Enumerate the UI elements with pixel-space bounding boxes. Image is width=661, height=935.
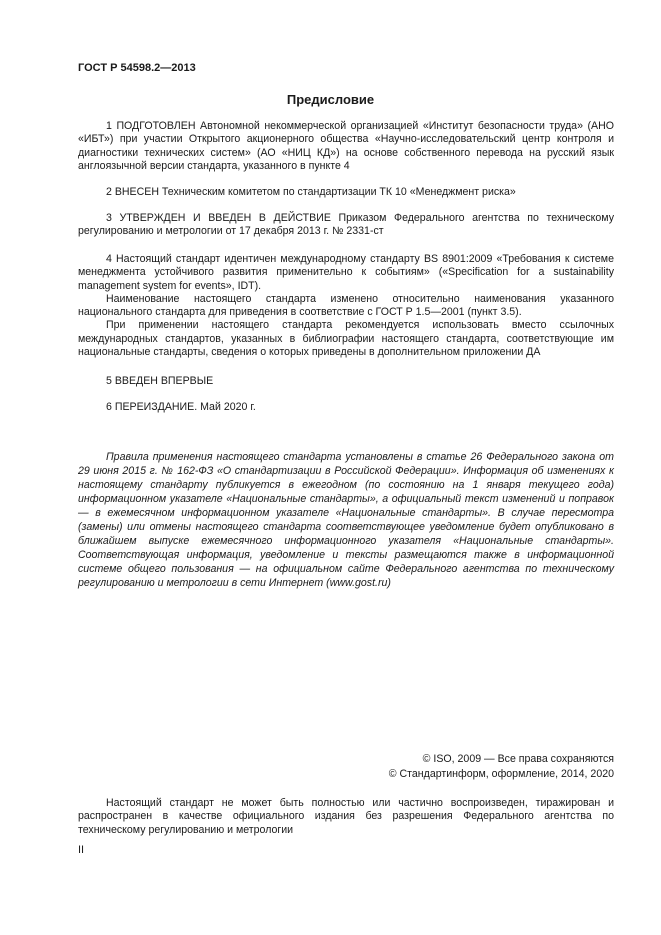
item-1 [78, 120, 614, 173]
page-number: II [78, 844, 85, 856]
page-title: Предисловие [286, 92, 375, 107]
item-5 [78, 375, 614, 388]
reproduction-notice-text: Настоящий стандарт не может быть полностью или частично воспроизведен, тиражирован и распространен в качестве официального издания без разрешения Федерального агентства по техническому регулированию и метрологии [78, 797, 614, 836]
item-6-text: 6 ПЕРЕИЗДАНИЕ. Май 2020 г. [106, 401, 256, 413]
item-4-text: 4 Настоящий стандарт идентичен международному стандарту BS 8901:2009 «Требования к системе менеджмента устойчивого развития применительно к событиям» («Specification for a sustainability management system for events», IDT). [78, 253, 614, 292]
item-2-text: 2 ВНЕСЕН Техническим комитетом по стандартизации ТК 10 «Менеджмент риска» [106, 186, 516, 198]
item-5-text: 5 ВВЕДЕН ВПЕРВЫЕ [106, 375, 214, 387]
item-4-references-text: При применении настоящего стандарта рекомендуется использовать вместо ссылочных международных стандартов, указанных в библиографии настоящего стандарта, соответствующие им национальные стандарты, сведения о которых приведены в дополнительном приложении ДА [78, 319, 614, 359]
item-4-rename-text: Наименование настоящего стандарта изменено относительно наименования указанного национального стандарта для приведения в соответствие с ГОСТ Р 1.5—2001 (пункт 3.5). [78, 292, 614, 319]
document-id: ГОСТ Р 54598.2—2013 [78, 62, 196, 74]
foreword-note [78, 450, 614, 590]
copyright-standartinform: © Стандартинформ, оформление, 2014, 2020 [388, 768, 614, 780]
reproduction-notice [78, 797, 614, 837]
item-6 [78, 401, 614, 414]
item-3-text: 3 УТВЕРЖДЕН И ВВЕДЕН В ДЕЙСТВИЕ Приказом Федерального агентства по техническому регулированию и метрологии от 17 декабря 2013 г. № 2331-ст [78, 212, 614, 238]
foreword-note-text: Правила применения настоящего стандарта установлены в статье 26 Федерального закона от 29 июня 2015 г. № 162-ФЗ «О стандартизации в Российской Федерации». Информация об изменениях к настоящему стандарту публикуется в ежегодном (по состоянию на 1 января текущего года) информационном указателе «Национальные стандарты», а официальный текст изменений и поправок — в ежемесячном информационном указателе «Национальные стандарты». В случае пересмотра (замены) или отмены настоящего стандарта соответствующее уведомление будет опубликовано в ближайшем выпуске ежемесячного информационного указателя «Национальные стандарты». Соответствующая информация, уведомление и тексты размещаются также в информационной системе общего пользования — на официальном сайте Федерального агентства по техническому регулированию и метрологии в сети Интернет (www.gost.ru) [78, 451, 614, 589]
item-1-text: 1 ПОДГОТОВЛЕН Автономной некоммерческой организацией «Институт безопасности труда» (АНО «ИБТ») при участии Открытого акционерного общества «Научно-исследовательский центр контроля и диагностики технических систем» (АО «НИЦ КД») на основе собственного перевода на русский язык англоязычной версии стандарта, указанного в пункте 4 [78, 120, 614, 172]
copyright-block [389, 752, 614, 782]
item-4 [78, 253, 614, 359]
item-3 [78, 212, 614, 239]
item-2 [78, 186, 614, 199]
copyright-iso: © ISO, 2009 — Все права сохраняются [422, 753, 614, 765]
